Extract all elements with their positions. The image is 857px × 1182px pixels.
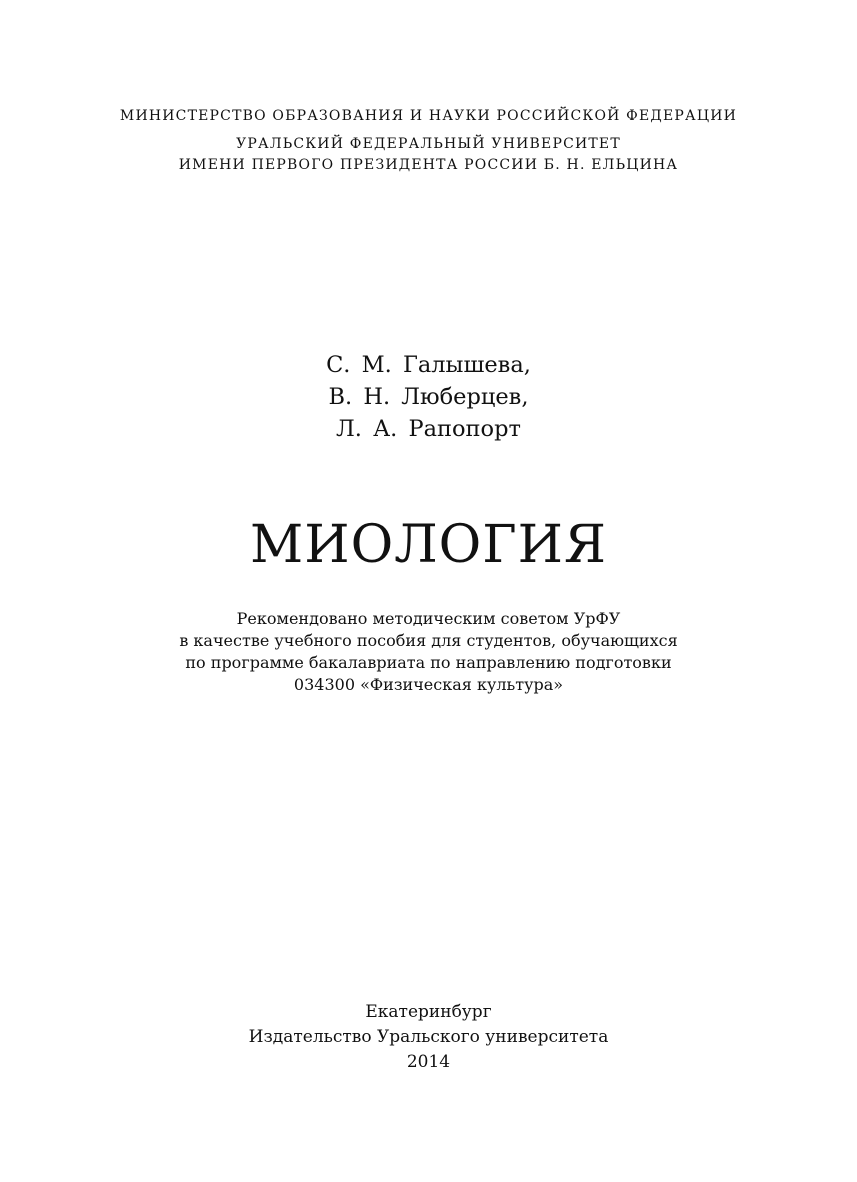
university-line-2: ИМЕНИ ПЕРВОГО ПРЕЗИДЕНТА РОССИИ Б. Н. ЕЛЬЦИНА [178, 157, 679, 173]
imprint-year: 2014 [406, 1052, 451, 1072]
ministry-line: МИНИСТЕРСТВО ОБРАЗОВАНИЯ И НАУКИ РОССИЙСКОЙ ФЕДЕРАЦИИ [119, 108, 738, 124]
recommendation-line-4: 034300 «Физическая культура» [293, 675, 564, 694]
author-1: С. М. Галышева, [326, 352, 531, 378]
author-3: Л. А. Рапопорт [336, 416, 521, 442]
recommendation-line-3: по программе бакалавриата по направлению подготовки [185, 653, 672, 672]
author-2: В. Н. Люберцев, [328, 384, 529, 410]
imprint-publisher: Издательство Уральского университета [248, 1027, 609, 1047]
recommendation-line-1: Рекомендовано методическим советом УрФУ [236, 609, 621, 628]
recommendation-line-2: в качестве учебного пособия для студентов, обучающихся [179, 631, 678, 650]
book-title: МИОЛОГИЯ [249, 515, 608, 575]
imprint-city: Екатеринбург [365, 1002, 492, 1022]
university-line-1: УРАЛЬСКИЙ ФЕДЕРАЛЬНЫЙ УНИВЕРСИТЕТ [236, 136, 621, 152]
